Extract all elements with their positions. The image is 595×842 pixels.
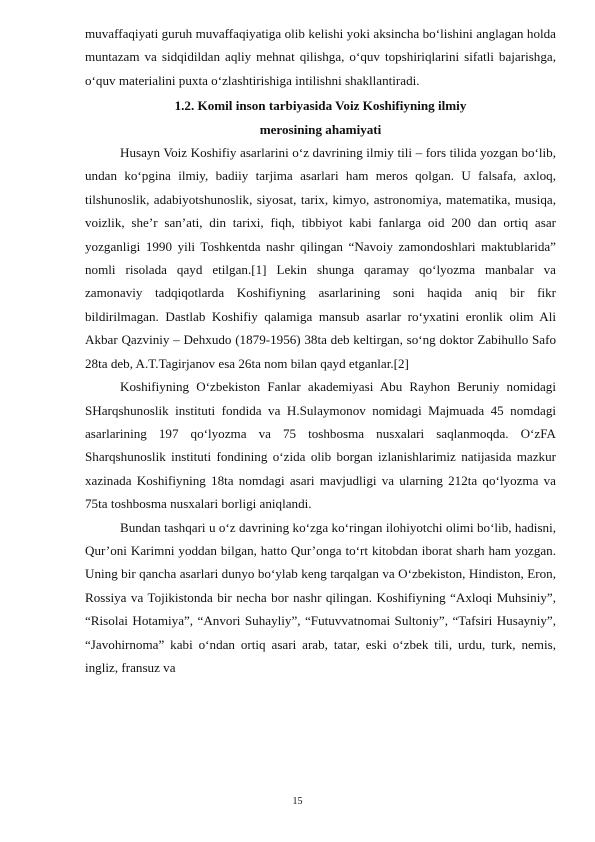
section-heading-line-1: 1.2. Komil inson tarbiyasida Voiz Koshifiyning ilmiy xyxy=(174,98,467,114)
section-heading-line-2: merosining ahamiyati xyxy=(259,121,382,137)
page-number: 15 xyxy=(292,796,303,807)
paragraph-manuscripts: Koshifiyning O‘zbekiston Fanlar akademiyasi Abu Rayhon Beruniy nomidagi SHarqshunoslik instituti fondida va H.Sulaymonov nomidagi Majmuada 45 nomdagi asarlarining 197 qo‘lyozma va 75 toshbosma nusxalari saqlanmoqda. O‘zFA Sharqshunoslik instituti fondining o‘zida olib borgan izlanishlarimiz natijasida mazkur xazinada Koshifiyning 18ta nomdagi asari mavjudligi va ularning 212ta qo‘lyozma va 75ta toshbosma nusxalari borligi aniqlandi. xyxy=(85,379,556,512)
document-page xyxy=(85,22,556,679)
paragraph-koshifiy-works: Husayn Voiz Koshifiy asarlarini o‘z davrining ilmiy tili – fors tilida yozgan bo‘lib, undan ko‘pgina ilmiy, badiiy tarjima asarlari ham meros qolgan. U falsafa, axloq, tilshunoslik, adabiyotshunoslik, siyosat, tarix, kimyo, astronomiya, matematika, musiqa, voizlik, she’r san’ati, din tarixi, fiqh, tibbiyot kabi fanlarga oid 200 dan ortiq asar yozganligi 1990 yili Toshkentda nashr qilingan “Navoiy zamondoshlari maktublarida” nomli risolada qayd etilgan.[1] Lekin shunga qaramay qo‘lyozma manbalar va zamonaviy tadqiqotlarda Koshifiyning asarlarining soni haqida aniq bir fikr bildirilmagan. Dastlab Koshifiy qalamiga mansub asarlar ro‘yxatini eronlik olim Ali Akbar Qazviniy – Dehxudo (1879-1956) 38ta deb keltirgan, so‘ng doktor Zabihullo Safo 28ta deb, A.T.Tagirjanov esa 26ta nom bilan qayd etganlar.[2] xyxy=(85,145,556,371)
paragraph-theologian: Bundan tashqari u o‘z davrining ko‘zga ko‘ringan ilohiyotchi olimi bo‘lib, hadisni, Qur’oni Karimni yoddan bilgan, hatto Qur’onga to‘rt kitobdan iborat sharh ham yozgan. Uning bir qancha asarlari dunyo bo‘ylab keng tarqalgan va O‘zbekiston, Hindiston, Eron, Rossiya va Tojikistonda bir necha bor nashr qilingan. Koshifiyning “Axloqi Muhsiniy”, “Risolai Hotamiya”, “Anvori Suhayliy”, “Futuvvatnomai Sultoniy”, “Tafsiri Husayniy”, “Javohirnoma” kabi o‘ndan ortiq asari arab, tatar, eski o‘zbek tili, urdu, turk, nemis, ingliz, fransuz va xyxy=(85,519,556,675)
paragraph-intro-continuation: muvaffaqiyati guruh muvaffaqiyatiga olib kelishi yoki aksincha bo‘lishini anglagan holda muntazam va sidqidildan aqliy mehnat qilishga, o‘quv topshiriqlarini sifatli bajarishga, o‘quv materialini puxta o‘zlashtirishiga intilishni shakllantiradi. xyxy=(85,26,556,88)
section-heading xyxy=(85,94,556,141)
